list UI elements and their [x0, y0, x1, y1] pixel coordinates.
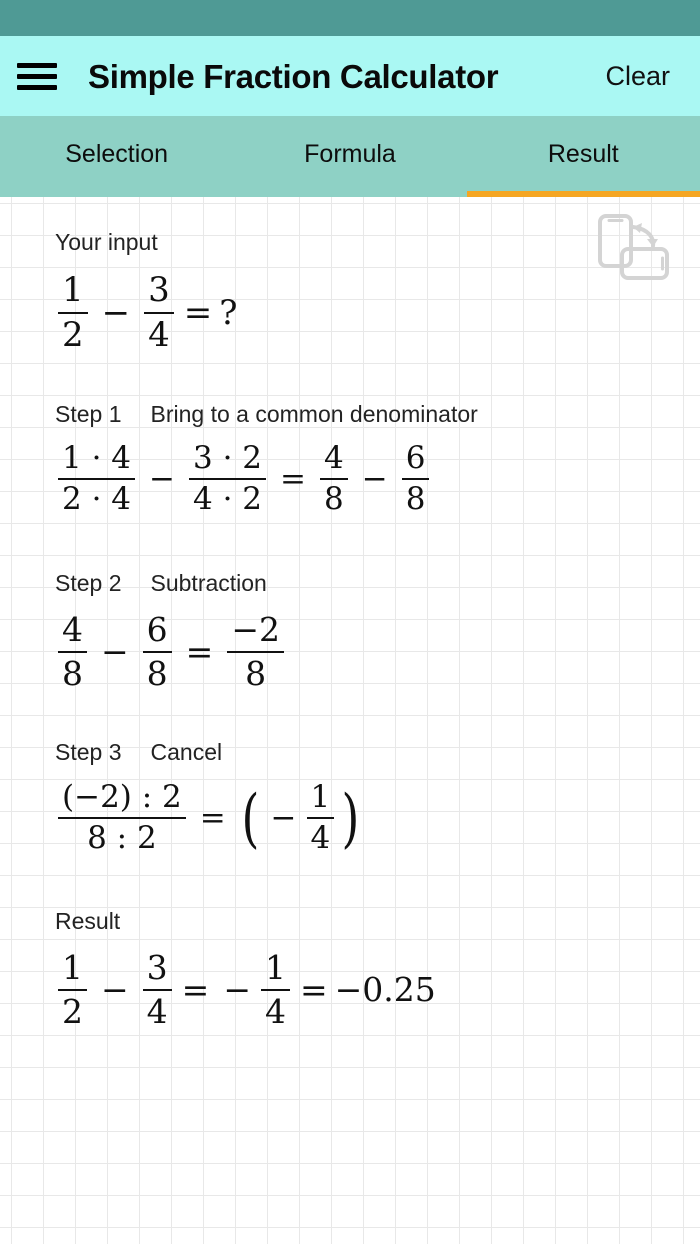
minus-operator-2: − — [361, 461, 388, 498]
hamburger-menu-icon — [17, 63, 57, 90]
negative-sign: − — [223, 970, 251, 1010]
step-2-section — [55, 572, 287, 692]
app-bar — [0, 36, 700, 116]
negative-sign: − — [270, 800, 297, 837]
decimal-result: −0.25 — [334, 970, 436, 1010]
fraction-one-half — [58, 271, 88, 355]
minus-operator: − — [101, 970, 129, 1010]
step-2-label — [55, 572, 287, 595]
tab-formula[interactable] — [233, 116, 466, 197]
numerator: 1 — [62, 948, 83, 987]
tab-selection[interactable] — [0, 116, 233, 197]
denominator: 4 — [148, 314, 170, 355]
numerator: 3 — [148, 270, 170, 310]
fraction-3x2-over-4x2 — [189, 441, 266, 518]
numerator: 3 · 2 — [193, 440, 263, 476]
denominator: 2 · 4 — [62, 481, 132, 518]
tab-formula-label: Formula — [304, 140, 396, 168]
step-2-expression — [55, 611, 287, 692]
tab-result[interactable] — [467, 116, 700, 197]
fraction-cancel — [58, 780, 186, 857]
step-2-number: Step 2 — [55, 570, 122, 596]
equals-sign: = — [185, 632, 214, 672]
fraction-one-quarter — [261, 949, 290, 1030]
fraction-1x4-over-2x4 — [58, 441, 135, 518]
equals-sign-2: = — [299, 970, 328, 1010]
numerator: 1 — [310, 779, 331, 815]
fraction-six-eighths — [143, 611, 172, 692]
result-label: Result — [55, 908, 121, 934]
fraction-three-quarters — [144, 271, 174, 355]
fraction-bar — [58, 989, 87, 991]
step-1-expression — [55, 441, 478, 518]
fraction-bar — [58, 651, 87, 653]
denominator: 8 : 2 — [87, 820, 157, 857]
numerator: −2 — [231, 610, 280, 649]
your-input-label: Your input — [55, 229, 158, 255]
close-paren: ) — [341, 781, 360, 856]
fraction-one-half — [58, 949, 87, 1030]
minus-operator: − — [101, 292, 131, 333]
denominator: 4 — [310, 820, 331, 857]
numerator: (−2) : 2 — [62, 779, 182, 815]
step-3-expression — [55, 780, 364, 857]
fraction-bar — [189, 478, 266, 480]
fraction-bar — [320, 478, 348, 480]
fraction-bar — [402, 478, 430, 480]
numerator: 6 — [405, 440, 426, 476]
fraction-bar — [58, 817, 186, 819]
result-expression — [55, 949, 436, 1030]
page-title: Simple Fraction Calculator — [88, 57, 499, 95]
denominator: 4 — [264, 991, 286, 1031]
step-3-label — [55, 741, 364, 764]
denominator: 8 — [62, 653, 83, 693]
denominator: 8 — [405, 481, 426, 518]
step-3-section — [55, 741, 364, 857]
numerator: 1 — [62, 270, 84, 310]
denominator: 2 — [62, 314, 84, 355]
tab-bar — [0, 116, 700, 197]
your-input-section — [55, 231, 238, 355]
equals-sign: = — [199, 800, 226, 837]
tab-result-label: Result — [547, 140, 619, 168]
denominator: 4 — [146, 991, 168, 1031]
fraction-three-quarters — [143, 949, 172, 1030]
equals-sign: = — [280, 461, 306, 498]
fraction-bar — [143, 651, 172, 653]
numerator: 4 — [62, 610, 83, 649]
fraction-bar — [261, 989, 290, 991]
fraction-four-eighths — [320, 441, 348, 518]
fraction-one-quarter — [307, 780, 335, 857]
numerator: 4 — [324, 440, 344, 476]
unknown-question-mark: ? — [219, 292, 238, 333]
step-3-number: Step 3 — [55, 739, 122, 765]
open-paren: ( — [241, 781, 260, 856]
fraction-four-eighths — [58, 611, 87, 692]
fraction-bar — [58, 478, 135, 480]
equals-sign: = — [183, 292, 213, 333]
step-1-description: Bring to a common denominator — [150, 401, 478, 427]
equals-sign: = — [181, 970, 210, 1010]
fraction-bar — [58, 312, 88, 314]
result-content-area — [0, 197, 700, 1244]
denominator: 8 — [245, 653, 267, 693]
your-input-expression — [55, 271, 238, 355]
denominator: 8 — [146, 653, 168, 693]
denominator: 2 — [62, 991, 83, 1031]
clear-button[interactable]: Clear — [605, 60, 670, 91]
step-2-description: Subtraction — [150, 570, 267, 596]
tab-selection-label: Selection — [65, 140, 169, 168]
step-1-label — [55, 403, 478, 426]
fraction-minus-two-eighths — [227, 611, 284, 692]
minus-operator: − — [149, 461, 175, 498]
hamburger-menu-button[interactable] — [0, 36, 74, 116]
step-1-number: Step 1 — [55, 401, 122, 427]
minus-operator: − — [101, 632, 129, 672]
numerator: 1 · 4 — [62, 440, 132, 476]
status-bar — [0, 0, 700, 36]
denominator: 8 — [324, 481, 344, 518]
numerator: 1 — [264, 948, 286, 987]
denominator: 4 · 2 — [193, 481, 263, 518]
fraction-bar — [143, 989, 172, 991]
result-section — [55, 910, 436, 1030]
step-1-section — [55, 403, 478, 518]
rotate-device-icon[interactable] — [597, 214, 669, 282]
numerator: 6 — [146, 610, 168, 649]
fraction-six-eighths — [402, 441, 430, 518]
fraction-bar — [144, 312, 174, 314]
step-3-description: Cancel — [150, 739, 223, 765]
fraction-bar — [227, 651, 284, 653]
fraction-bar — [307, 817, 335, 819]
numerator: 3 — [146, 948, 168, 987]
